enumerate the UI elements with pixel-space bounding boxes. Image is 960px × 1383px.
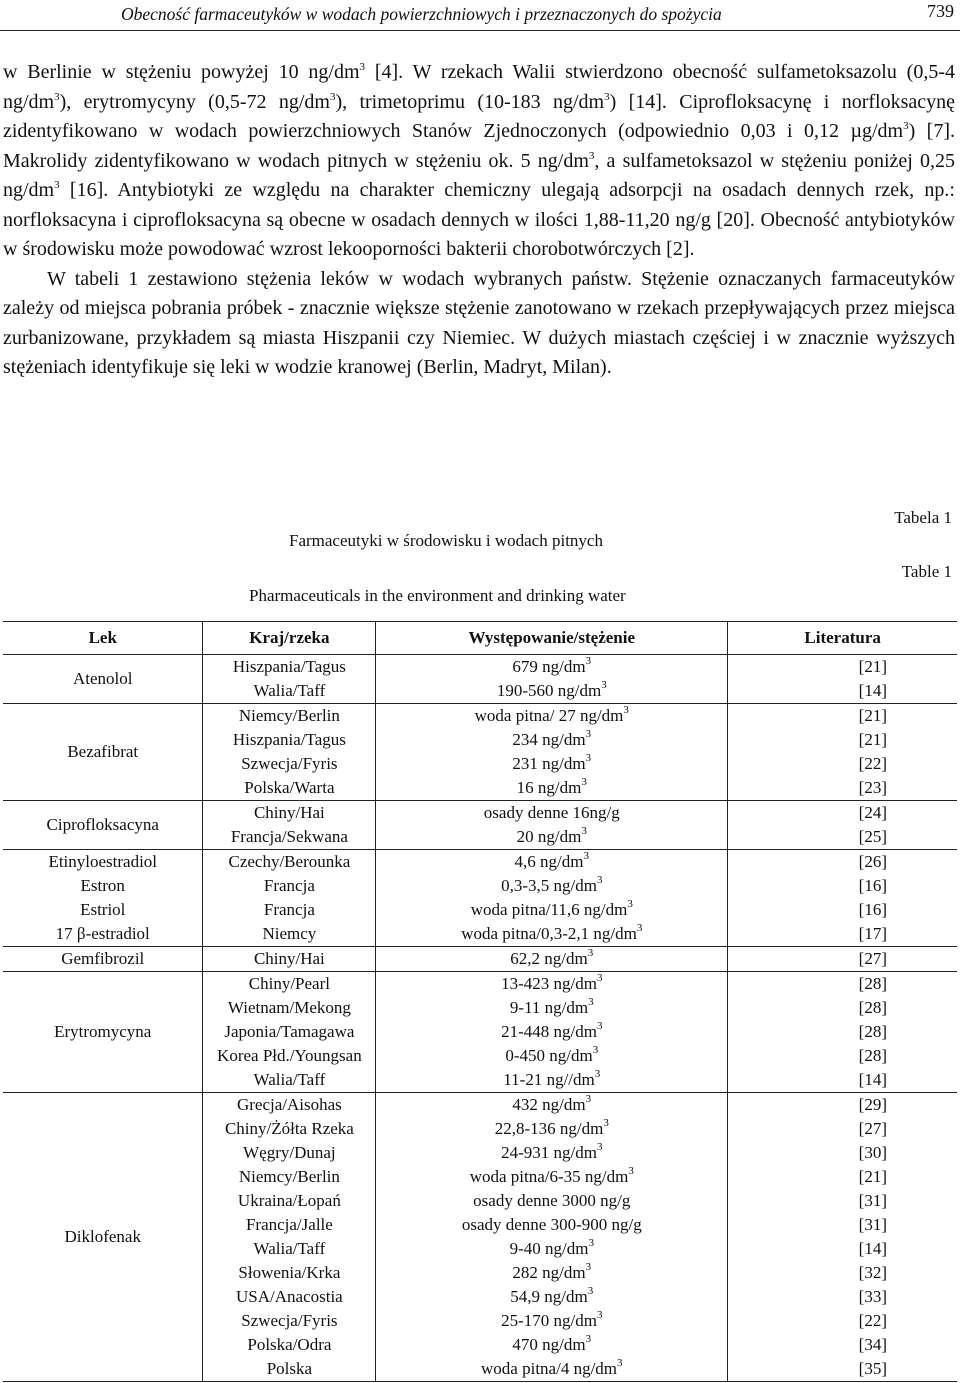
concentration: osady denne 300-900 ng/g (461, 1215, 642, 1234)
superscript: 3 (596, 1309, 603, 1321)
paragraph-2: W tabeli 1 zestawiono stężenia leków w wodach wybranych państw. Stężenie oznaczanych farmaceutyków zależy od miejsca pobrania próbek - znacznie większe stężenie zanotowano w rzekach przepływających przez miejsca zurbanizowane, przykładem są miasta Hiszpanii czy Niemiec. W dużych miastach częściej i w znacznie wyższych stężeniach identyfikuje się leki w wodzie kranowej (Berlin, Madryt, Milan). (3, 267, 955, 378)
superscript: 3 (636, 922, 643, 934)
running-header (0, 0, 960, 31)
location: Hiszpania/Tagus (232, 657, 346, 676)
drug-name: Erytromycyna (54, 1022, 152, 1041)
table-label-en: Table 1 (901, 562, 952, 581)
concentration: 231 $ng/dm^3$ (512, 752, 592, 773)
superscript: 3 (596, 1020, 603, 1032)
reference: [32] (858, 1263, 887, 1282)
superscript: 3 (601, 679, 607, 691)
drug-cell (3, 655, 203, 704)
table-row (3, 655, 957, 704)
location-cell (203, 850, 376, 947)
superscript: 3 (585, 1093, 592, 1105)
location-cell (203, 947, 376, 972)
drug-name: Diklofenak (64, 1227, 141, 1246)
table-row (3, 850, 957, 947)
drug-name: Atenolol (72, 669, 133, 688)
location-cell (203, 1093, 376, 1382)
drug-name: 17 β-estradiol (55, 924, 150, 943)
concentration-cell (376, 972, 728, 1093)
reference: [34] (858, 1335, 887, 1354)
table-caption-en: Pharmaceuticals in the environment and drinking water (249, 586, 626, 605)
table-row (3, 801, 957, 850)
concentration-cell (376, 801, 728, 850)
table-header-row (3, 622, 957, 655)
concentration-cell (376, 655, 728, 704)
header-lek: Lek (3, 622, 203, 655)
header-kraj-rzeka: Kraj/rzeka (203, 622, 376, 655)
superscript: 3 (587, 947, 594, 959)
concentration: 20 $ng/dm^3$ (516, 825, 587, 846)
location: Grecja/Aisohas (236, 1095, 342, 1114)
concentration: woda pitna/0,3-2,1 $ng/dm^3$ (461, 922, 643, 943)
concentration: 21-448 $ng/dm^3$ (501, 1020, 603, 1041)
concentration: 0,3-3,5 $ng/dm^3$ (501, 874, 603, 895)
pharmaceuticals-table (3, 621, 957, 1382)
location: Niemcy/Berlin (238, 1167, 340, 1186)
concentration: 234 $ng/dm^3$ (512, 728, 592, 749)
paragraph-1: w Berlinie w stężeniu powyżej 10 $ng/dm^3$ [4]. W rzekach Walii stwierdzono obecność sulfametoksazolu (0,5-4 $ng/dm^3$), erytromycyny (0,5-72 $ng/dm^3$), trimetoprimu (10-183 $ng/dm^3$) [14]. Ciprofloksacynę i norfloksacynę zidentyfikowano w wodach powierzchniowych Stanów Zjednoczonych (odpowiednio 0,03 i 0,12 $\mu g/dm^3$) [7]. Makrolidy zidentyfikowano w wodach pitnych w stężeniu ok. 5 $ng/dm^3$, a sulfametoksazol w stężeniu poniżej 0,25 $ng/dm^3$ [16]. Antybiotyki ze względu na charakter chemiczny ulegają adsorpcji na osadach dennych rzek, np.: norfloksacyna i ciprofloksacyna są obecne w osadach dennych w ilości 1,88-11,20 ng/g [20]. Obecność antybiotyków w środowisku może powodować wzrost lekooporności bakterii chorobotwórczych [2]. (3, 61, 956, 260)
superscript: 3 (596, 972, 603, 984)
concentration: 470 $ng/dm^3$ (512, 1333, 592, 1354)
drug-name: Etinyloestradiol (48, 852, 158, 871)
superscript: 3 (587, 1285, 594, 1297)
drug-name: Bezafibrat (67, 742, 139, 761)
superscript: 3 (592, 1044, 599, 1056)
concentration: 22,8-136 $ng/dm^3$ (494, 1117, 609, 1138)
reference: [16] (858, 900, 887, 919)
reference: [21] (858, 657, 887, 676)
superscript: 3 (596, 1141, 603, 1153)
location: Polska (266, 1359, 313, 1378)
reference: [14] (858, 1239, 887, 1258)
reference: [21] (858, 706, 887, 725)
reference-cell (728, 947, 957, 972)
reference: [30] (858, 1143, 887, 1162)
superscript: 3 (588, 149, 595, 162)
concentration: woda pitna/ 27 $ng/dm^3$ (474, 704, 629, 725)
drug-cell (3, 704, 203, 801)
drug-cell (3, 972, 203, 1093)
table-row (3, 704, 957, 801)
location-cell (203, 801, 376, 850)
location: Wietnam/Mekong (227, 998, 351, 1017)
concentration: woda pitna/11,6 $ng/dm^3$ (470, 898, 633, 919)
reference-cell (728, 972, 957, 1093)
concentration: woda pitna/4 $ng/dm^3$ (481, 1357, 623, 1378)
superscript: 3 (583, 850, 589, 862)
reference: [26] (858, 852, 887, 871)
superscript: 3 (359, 61, 366, 73)
concentration: 11-21 $ng//dm^3$ (503, 1068, 601, 1089)
drug-name: Gemfibrozil (61, 949, 145, 968)
location: Japonia/Tamagawa (224, 1022, 355, 1041)
location: USA/Anacostia (236, 1287, 343, 1306)
reference: [31] (858, 1191, 887, 1210)
superscript: 3 (588, 1237, 594, 1249)
superscript: 3 (903, 120, 909, 132)
reference: [21] (858, 730, 887, 749)
location: Hiszpania/Tagus (232, 730, 346, 749)
concentration-cell (376, 704, 728, 801)
location: Polska/Odra (247, 1335, 332, 1354)
superscript: 3 (585, 655, 592, 667)
reference: [33] (858, 1287, 887, 1306)
table-caption-pl: Farmaceutyki w środowisku i wodach pitnych (289, 531, 603, 550)
header-literatura: Literatura (728, 622, 957, 655)
concentration: woda pitna/6-35 $ng/dm^3$ (469, 1165, 634, 1186)
reference: [31] (858, 1215, 887, 1234)
reference-cell (728, 850, 957, 947)
superscript: 3 (617, 1357, 623, 1369)
drug-cell (3, 947, 203, 972)
concentration-cell (376, 1093, 728, 1382)
reference: [25] (858, 827, 887, 846)
location: Niemcy/Berlin (238, 706, 340, 725)
superscript: 3 (623, 704, 629, 716)
location: Chiny/Hai (253, 803, 325, 822)
superscript: 3 (54, 90, 60, 103)
reference: [14] (858, 681, 887, 700)
superscript: 3 (603, 1117, 609, 1129)
location-cell (203, 972, 376, 1093)
reference-cell (728, 704, 957, 801)
drug-name: Estriol (80, 900, 126, 919)
concentration: 9-11 $ng/dm^3$ (509, 996, 594, 1017)
reference-cell (728, 1093, 957, 1382)
location: Polska/Warta (244, 778, 335, 797)
superscript: 3 (596, 874, 603, 886)
table-row (3, 1093, 957, 1382)
concentration: 432 $ng/dm^3$ (512, 1093, 592, 1114)
page-number: 739 (927, 1, 954, 21)
table-row (3, 972, 957, 1093)
location: Korea Płd./Youngsan (217, 1046, 362, 1065)
reference: [27] (858, 949, 887, 968)
reference-cell (728, 655, 957, 704)
superscript: 3 (585, 1261, 592, 1273)
concentration: 9-40 $ng/dm^3$ (509, 1237, 594, 1258)
header-wystepowanie: Występowanie/stężenie (376, 622, 728, 655)
table-label-pl: Tabela 1 (894, 508, 952, 527)
location: Francja/Jalle (245, 1215, 333, 1234)
drug-name: Ciprofloksacyna (46, 815, 159, 834)
location: Francja (263, 900, 315, 919)
concentration-cell (376, 850, 728, 947)
reference: [21] (858, 1167, 887, 1186)
concentration-cell (376, 947, 728, 972)
superscript: 3 (585, 728, 592, 740)
concentration: 4,6 $ng/dm^3$ (514, 850, 589, 871)
location: Słowenia/Krka (238, 1263, 341, 1282)
location-cell (203, 655, 376, 704)
concentration: osady denne 16ng/g (483, 803, 620, 822)
drug-cell (3, 850, 203, 947)
location: Walia/Taff (253, 681, 326, 700)
concentration: 679 $ng/dm^3$ (512, 655, 592, 676)
location: Ukraina/Łopań (237, 1191, 341, 1210)
reference-cell (728, 801, 957, 850)
reference: [24] (858, 803, 887, 822)
drug-name: Estron (80, 876, 125, 895)
location: Walia/Taff (253, 1070, 326, 1089)
concentration: 54,9 $ng/dm^3$ (510, 1285, 594, 1306)
drug-cell (3, 801, 203, 850)
superscript: 3 (628, 1165, 634, 1177)
reference: [27] (858, 1119, 887, 1138)
location: Czechy/Berounka (228, 852, 351, 871)
reference: [14] (858, 1070, 887, 1089)
superscript: 3 (627, 898, 633, 910)
location: Węgry/Dunaj (243, 1143, 336, 1162)
location: Francja/Sekwana (230, 827, 348, 846)
reference: [35] (858, 1359, 887, 1378)
superscript: 3 (581, 825, 587, 837)
drug-cell (3, 1093, 203, 1382)
reference: [22] (858, 754, 887, 773)
superscript: 3 (585, 1333, 592, 1345)
concentration: 282 $ng/dm^3$ (512, 1261, 592, 1282)
reference: [28] (858, 974, 887, 993)
concentration: 190-560 $ng/dm^3$ (496, 679, 607, 700)
reference: [28] (858, 1022, 887, 1041)
concentration: 62,2 $ng/dm^3$ (510, 947, 594, 968)
body-text (3, 58, 955, 383)
reference: [16] (858, 876, 887, 895)
concentration: 0-450 $ng/dm^3$ (505, 1044, 599, 1065)
table-row (3, 947, 957, 972)
superscript: 3 (588, 996, 594, 1008)
location: Szwecja/Fyris (241, 754, 338, 773)
location: Chiny/Pearl (248, 974, 330, 993)
superscript: 3 (54, 179, 60, 191)
location-cell (203, 704, 376, 801)
superscript: 3 (581, 776, 587, 788)
superscript: 3 (329, 90, 336, 103)
reference: [23] (858, 778, 887, 797)
superscript: 3 (594, 1068, 601, 1080)
location: Chiny/Hai (253, 949, 325, 968)
location: Francja (263, 876, 315, 895)
concentration: osady denne 3000 ng/g (473, 1191, 631, 1210)
superscript: 3 (604, 90, 610, 103)
concentration: 13-423 $ng/dm^3$ (501, 972, 603, 993)
superscript: 3 (585, 752, 592, 764)
location: Chiny/Żółta Rzeka (224, 1119, 354, 1138)
location: Niemcy (262, 924, 317, 943)
concentration: 25-170 $ng/dm^3$ (501, 1309, 603, 1330)
reference: [28] (858, 998, 887, 1017)
location: Szwecja/Fyris (241, 1311, 338, 1330)
reference: [22] (858, 1311, 887, 1330)
location: Walia/Taff (253, 1239, 326, 1258)
running-header-title: Obecność farmaceutyków w wodach powierzchniowych i przeznaczonych do spożycia (121, 4, 722, 24)
concentration: 16 $ng/dm^3$ (516, 776, 587, 797)
reference: [29] (858, 1095, 887, 1114)
concentration: 24-931 $ng/dm^3$ (501, 1141, 603, 1162)
reference: [28] (858, 1046, 887, 1065)
reference: [17] (858, 924, 887, 943)
